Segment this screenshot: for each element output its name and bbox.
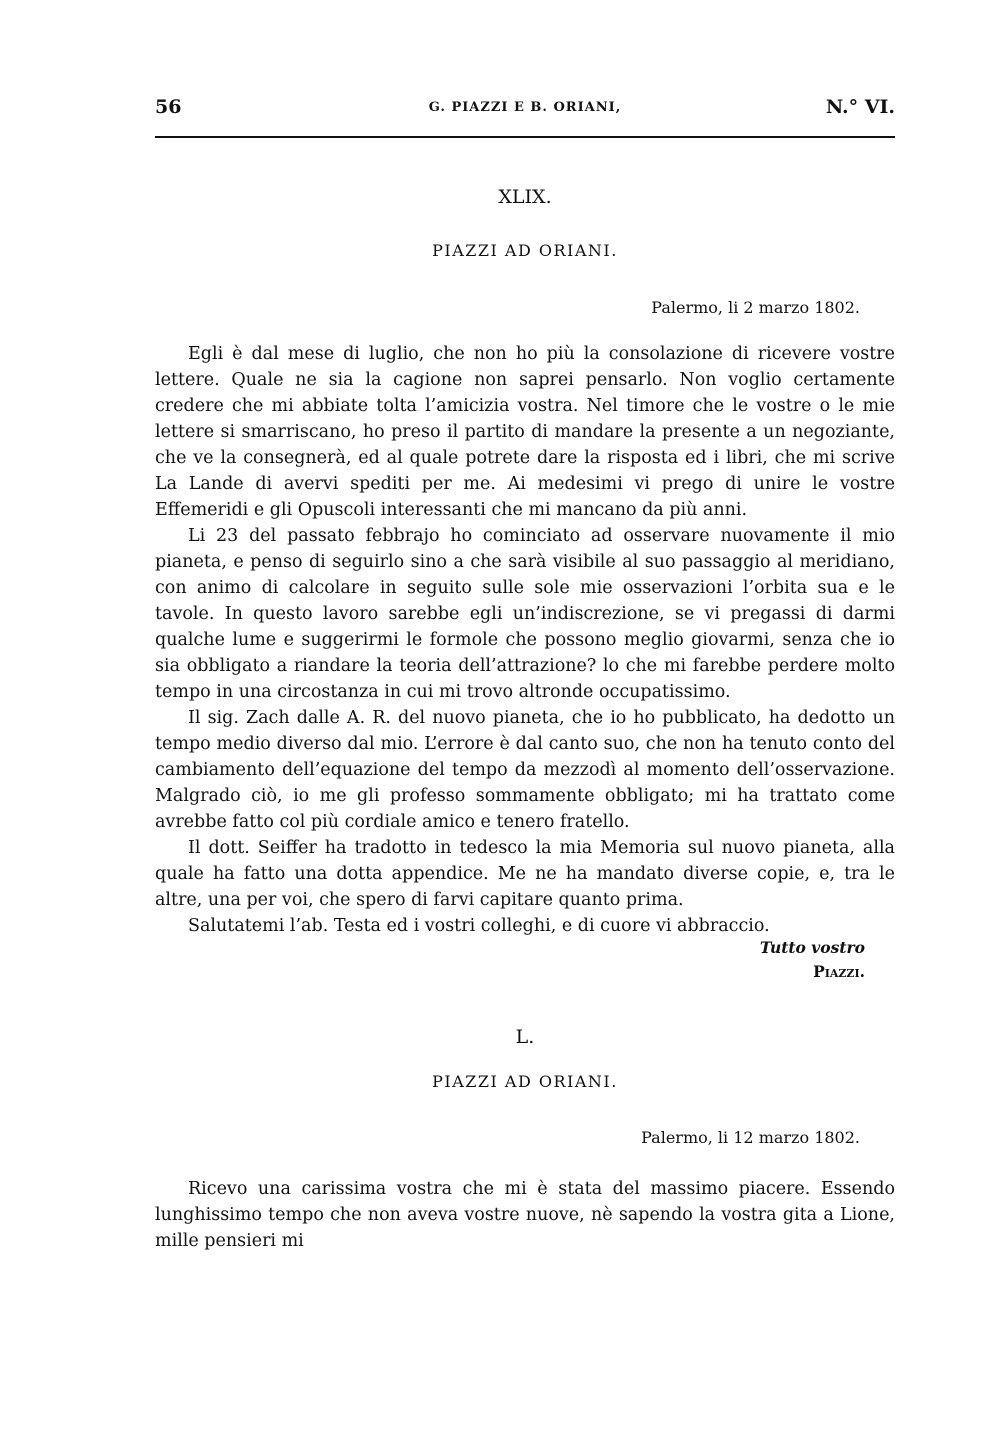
letter-number: XLIX.: [498, 186, 552, 208]
paragraph: Salutatemi l’ab. Testa ed i vostri colleghi, e di cuore vi abbraccio.: [188, 916, 770, 936]
letter-closing: Tutto vostro: [759, 938, 865, 957]
paragraph: Il sig. Zach dalle A. R. del nuovo pianeta, che io ho pubblicato, ha dedotto un tempo medio diverso dal mio. L’errore è dal canto suo, che non ha tenuto conto del cambiamento dell’equazione del tempo da mezzodì al momento dell’osservazione. Malgrado ciò, io me gli professo sommamente obbligato; mi ha trattato come avrebbe fatto col più cordiale amico e tenero fratello.: [155, 708, 895, 832]
paragraph: Li 23 del passato febbrajo ho cominciato ad osservare nuovamente il mio pianeta, e penso di seguirlo sino a che sarà visibile al suo passaggio al meridiano, con animo di calcolare in seguito sulle sole mie osservazioni l’orbita sua e le tavole. In questo lavoro sarebbe egli un’indiscrezione, se vi pregassi di darmi qualche lume e suggerirmi le formole che possono meglio giovarmi, senza che io sia obbligato a riandare la teoria dell’attrazione? lo che mi farebbe perdere molto tempo in una circostanza in cui mi trovo altronde occupatissimo.: [155, 526, 895, 702]
paragraph: Il dott. Seiffer ha tradotto in tedesco la mia Memoria sul nuovo pianeta, alla quale ha fatto una dotta appendice. Me ne ha mandato diverse copie, e, tra le altre, una per voi, che spero di farvi capitare quanto prima.: [155, 838, 895, 910]
letter-body: [155, 1176, 895, 1254]
letter-number: L.: [515, 1026, 535, 1048]
header-rule: [155, 136, 895, 138]
page-number: 56: [155, 96, 182, 118]
paragraph: Ricevo una carissima vostra che mi è stata del massimo piacere. Essendo lunghissimo tempo che non aveva vostre nuove, nè sapendo la vostra gita a Lione, mille pensieri mi: [155, 1179, 895, 1251]
running-title: G. PIAZZI E B. ORIANI,: [428, 100, 622, 115]
letter-heading: PIAZZI AD ORIANI.: [432, 241, 618, 260]
running-head: [155, 96, 895, 126]
letter-body: [155, 341, 895, 939]
letter-heading: PIAZZI AD ORIANI.: [432, 1072, 618, 1091]
letter-dateline: Palermo, li 2 marzo 1802.: [651, 298, 860, 317]
letter-signature: Piazzi.: [813, 962, 865, 981]
issue-number: N.° VI.: [825, 96, 895, 118]
letter-dateline: Palermo, li 12 marzo 1802.: [641, 1128, 860, 1147]
paragraph: Egli è dal mese di luglio, che non ho più la consolazione di ricevere vostre lettere. Quale ne sia la cagione non saprei pensarlo. Non voglio certamente credere che mi abbiate tolta l’amicizia vostra. Nel timore che le vostre o le mie lettere si smarriscano, ho preso il partito di mandare la presente a un negoziante, che ve la consegnerà, ed al quale potrete dare la risposta ed i libri, che mi scrive La Lande di avervi spediti per me. Ai medesimi vi prego di unire le vostre Effemeridi e gli Opuscoli interessanti che mi mancano da più anni.: [155, 344, 895, 520]
